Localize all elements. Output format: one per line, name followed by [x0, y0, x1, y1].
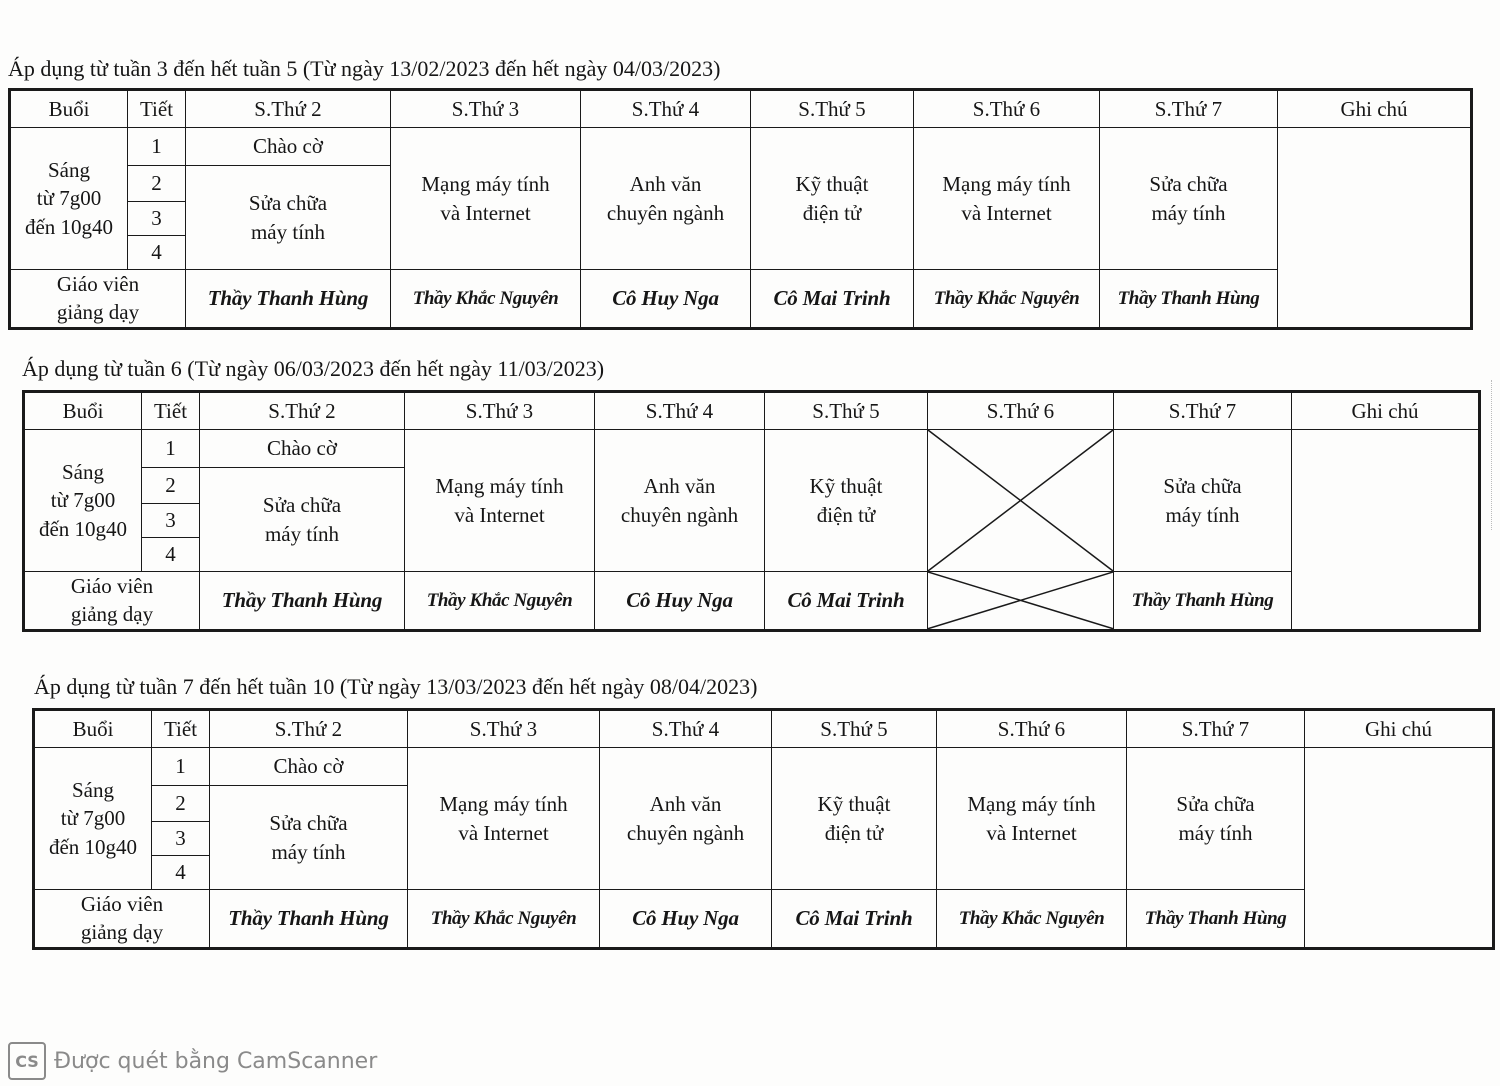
- camscanner-logo-icon: CS: [8, 1042, 46, 1080]
- sat-teacher: Thầy Thanh Hùng: [1100, 270, 1278, 329]
- mon-subject: Sửa chữa máy tính: [200, 468, 405, 572]
- header-sat: S.Thứ 7: [1114, 392, 1292, 430]
- tue-subject: Mạng máy tính và Internet: [391, 128, 581, 270]
- mon-teacher: Thầy Thanh Hùng: [186, 270, 391, 329]
- notes-cell: [1292, 430, 1480, 631]
- header-notes: Ghi chú: [1305, 710, 1494, 748]
- header-row: [24, 392, 1480, 430]
- mon-teacher: Thầy Thanh Hùng: [200, 572, 405, 631]
- thu-teacher: Cô Mai Trinh: [765, 572, 928, 631]
- tue-subject: Mạng máy tính và Internet: [408, 748, 600, 890]
- header-thu: S.Thứ 5: [765, 392, 928, 430]
- session-label: Sáng từ 7g00 đến 10g40: [34, 748, 152, 890]
- schedule-2-table-wrap: [22, 390, 1481, 632]
- header-mon: S.Thứ 2: [200, 392, 405, 430]
- schedule-1-table-wrap: [8, 88, 1473, 330]
- wed-teacher: Cô Huy Nga: [600, 890, 772, 949]
- sat-subject: Sửa chữa máy tính: [1114, 430, 1292, 572]
- fri-subject: Mạng máy tính và Internet: [937, 748, 1127, 890]
- schedule-3-title: Áp dụng từ tuần 7 đến hết tuần 10 (Từ ngày 13/03/2023 đến hết ngày 08/04/2023): [34, 674, 758, 699]
- watermark-text: Được quét bằng CamScanner: [54, 1048, 378, 1074]
- thu-subject: Kỹ thuật điện tử: [751, 128, 914, 270]
- schedule-2-title: Áp dụng từ tuần 6 (Từ ngày 06/03/2023 đến hết ngày 11/03/2023): [22, 356, 605, 381]
- notes-cell: [1305, 748, 1494, 949]
- wed-subject: Anh văn chuyên ngành: [595, 430, 765, 572]
- sat-teacher: Thầy Thanh Hùng: [1114, 572, 1292, 631]
- thu-subject: Kỹ thuật điện tử: [765, 430, 928, 572]
- sat-subject: Sửa chữa máy tính: [1100, 128, 1278, 270]
- period-4: 4: [128, 236, 186, 270]
- header-tue: S.Thứ 3: [391, 90, 581, 128]
- mon-teacher: Thầy Thanh Hùng: [210, 890, 408, 949]
- fri-crossed-out-cell: [928, 430, 1114, 572]
- header-session: Buổi: [10, 90, 128, 128]
- period-2: 2: [152, 786, 210, 822]
- wed-subject: Anh văn chuyên ngành: [581, 128, 751, 270]
- tue-teacher: Thầy Khắc Nguyên: [391, 270, 581, 329]
- fri-teacher: Thầy Khắc Nguyên: [937, 890, 1127, 949]
- header-sat: S.Thứ 7: [1100, 90, 1278, 128]
- cross-mark-icon: [928, 430, 1113, 571]
- mon-period-1: Chào cờ: [210, 748, 408, 786]
- scan-edge-marks: [1491, 380, 1498, 530]
- mon-subject: Sửa chữa máy tính: [186, 166, 391, 270]
- teacher-label: Giáo viên giảng dạy: [24, 572, 200, 631]
- schedule-2-table: [22, 390, 1481, 632]
- tue-teacher: Thầy Khắc Nguyên: [405, 572, 595, 631]
- thu-teacher: Cô Mai Trinh: [751, 270, 914, 329]
- fri-teacher-crossed-out: [928, 572, 1114, 631]
- fri-subject: Mạng máy tính và Internet: [914, 128, 1100, 270]
- sat-subject: Sửa chữa máy tính: [1127, 748, 1305, 890]
- header-mon: S.Thứ 2: [210, 710, 408, 748]
- header-session: Buổi: [34, 710, 152, 748]
- header-thu: S.Thứ 5: [772, 710, 937, 748]
- session-label: Sáng từ 7g00 đến 10g40: [10, 128, 128, 270]
- header-period: Tiết: [128, 90, 186, 128]
- header-wed: S.Thứ 4: [600, 710, 772, 748]
- header-session: Buổi: [24, 392, 142, 430]
- schedule-1-title: Áp dụng từ tuần 3 đến hết tuần 5 (Từ ngày 13/02/2023 đến hết ngày 04/03/2023): [8, 56, 721, 81]
- period-4: 4: [142, 538, 200, 572]
- wed-teacher: Cô Huy Nga: [581, 270, 751, 329]
- header-period: Tiết: [142, 392, 200, 430]
- header-notes: Ghi chú: [1278, 90, 1472, 128]
- header-period: Tiết: [152, 710, 210, 748]
- header-row: [10, 90, 1472, 128]
- tue-subject: Mạng máy tính và Internet: [405, 430, 595, 572]
- thu-subject: Kỹ thuật điện tử: [772, 748, 937, 890]
- teacher-label: Giáo viên giảng dạy: [34, 890, 210, 949]
- header-sat: S.Thứ 7: [1127, 710, 1305, 748]
- schedule-1-table: [8, 88, 1473, 330]
- header-tue: S.Thứ 3: [405, 392, 595, 430]
- schedule-3-table: [32, 708, 1495, 950]
- period-2: 2: [128, 166, 186, 202]
- period-4: 4: [152, 856, 210, 890]
- period-1: 1: [128, 128, 186, 166]
- mon-subject: Sửa chữa máy tính: [210, 786, 408, 890]
- mon-period-1: Chào cờ: [186, 128, 391, 166]
- header-fri: S.Thứ 6: [914, 90, 1100, 128]
- notes-cell: [1278, 128, 1472, 329]
- wed-subject: Anh văn chuyên ngành: [600, 748, 772, 890]
- mon-period-1: Chào cờ: [200, 430, 405, 468]
- period-2: 2: [142, 468, 200, 504]
- header-row: [34, 710, 1494, 748]
- header-thu: S.Thứ 5: [751, 90, 914, 128]
- period-1: 1: [152, 748, 210, 786]
- cross-mark-icon: [928, 572, 1113, 629]
- header-tue: S.Thứ 3: [408, 710, 600, 748]
- thu-teacher: Cô Mai Trinh: [772, 890, 937, 949]
- sat-teacher: Thầy Thanh Hùng: [1127, 890, 1305, 949]
- camscanner-watermark: [8, 1042, 377, 1080]
- fri-teacher: Thầy Khắc Nguyên: [914, 270, 1100, 329]
- teacher-label: Giáo viên giảng dạy: [10, 270, 186, 329]
- session-label: Sáng từ 7g00 đến 10g40: [24, 430, 142, 572]
- period-3: 3: [128, 202, 186, 236]
- period-3: 3: [142, 504, 200, 538]
- period-1: 1: [142, 430, 200, 468]
- wed-teacher: Cô Huy Nga: [595, 572, 765, 631]
- header-wed: S.Thứ 4: [595, 392, 765, 430]
- tue-teacher: Thầy Khắc Nguyên: [408, 890, 600, 949]
- header-wed: S.Thứ 4: [581, 90, 751, 128]
- header-mon: S.Thứ 2: [186, 90, 391, 128]
- header-notes: Ghi chú: [1292, 392, 1480, 430]
- schedule-3-table-wrap: [32, 708, 1495, 950]
- header-fri: S.Thứ 6: [937, 710, 1127, 748]
- period-3: 3: [152, 822, 210, 856]
- header-fri: S.Thứ 6: [928, 392, 1114, 430]
